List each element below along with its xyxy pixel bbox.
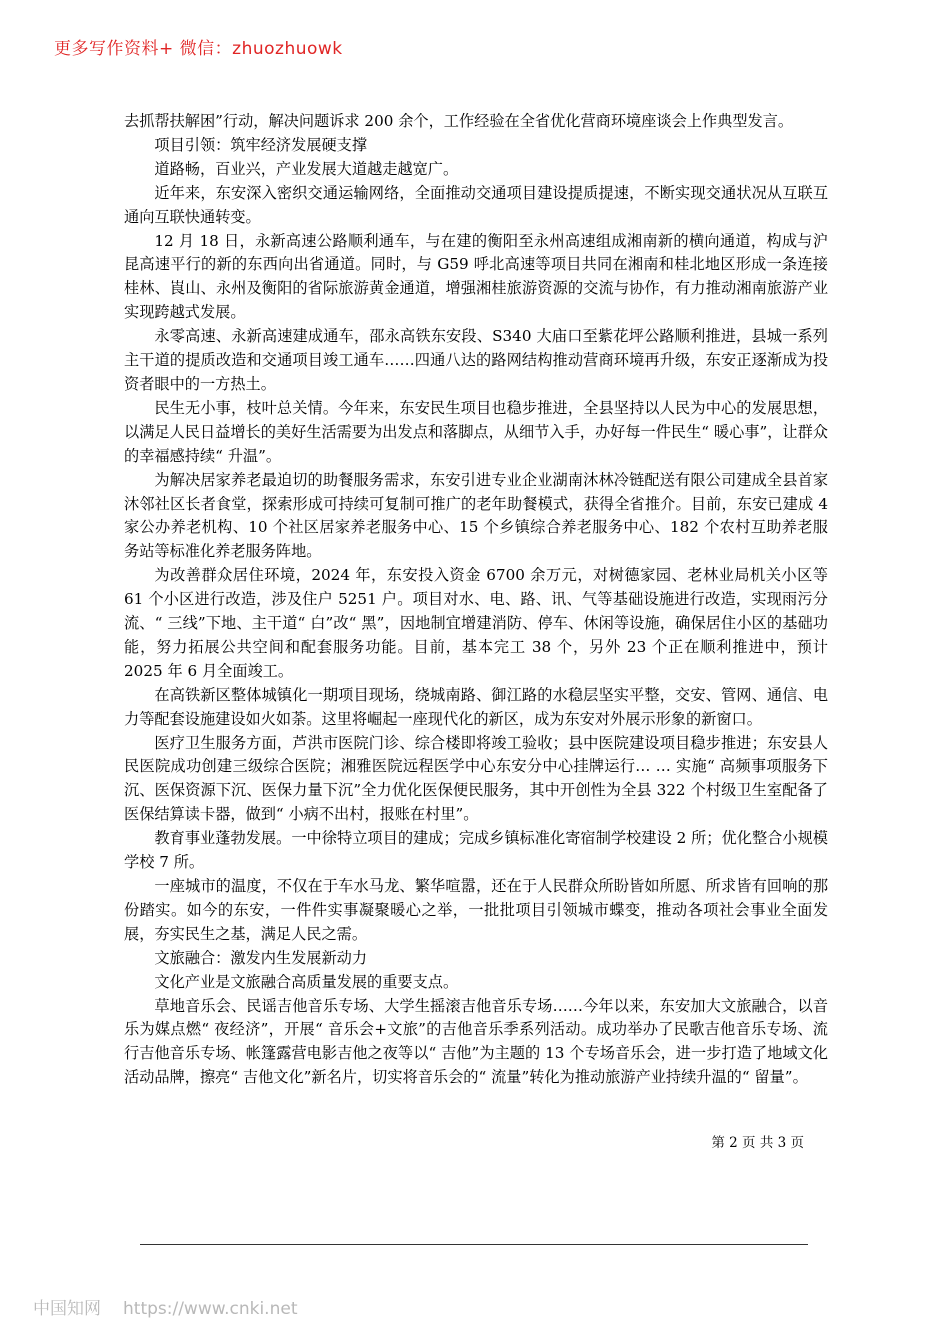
article-body (124, 110, 828, 1090)
paragraph-16: 草地音乐会、民谣吉他音乐专场、大学生摇滚吉他音乐专场……今年以来，东安加大文旅融合，以音乐为媒点燃“ 夜经济”，开展“ 音乐会+文旅”的吉他音乐季系列活动。成功举办了民歌吉他音乐专场、流行吉他音乐专场、帐篷露营电影吉他之夜等以“ 吉他”为主题的 13 个专场音乐会，进一步打造了地域文化活动品牌，擦亮“ 吉他文化”新名片，切实将音乐会的“ 流量”转化为推动旅游产业持续升温的“ 留量”。 (124, 996, 828, 1087)
paragraph-1: 去抓帮扶解困”行动，解决问题诉求 200 余个，工作经验在全省优化营商环境座谈会上作典型发言。 (124, 112, 794, 130)
paragraph-7: 民生无小事，枝叶总关情。今年来，东安民生项目也稳步推进，全县坚持以人民为中心的发展思想，以满足人民日益增长的美好生活需要为出发点和落脚点，从细节入手，办好每一件民生“ 暖心事”，让群众的幸福感持续“ 升温”。 (124, 398, 828, 465)
section-heading-project: 项目引领：筑牢经济发展硬支撑 (154, 135, 368, 154)
paragraph-9: 为改善群众居住环境，2024 年，东安投入资金 6700 余万元，对树德家园、老林业局机关小区等 61 个小区进行改造，涉及住户 5251 户。项目对水、电、路、讯、气等基础设施进行改造，实现雨污分流、“ 三线”下地、主干道“ 白”改“ 黑”，因地制宜增建消防、停车、休闲等设施，确保居住小区的基础功能，努力拓展公共空间和配套服务功能。目前，基本完工 38 个，另外 23 个正在顺利推进中，预计 2025 年 6 月全面竣工。 (124, 566, 828, 680)
section-heading-culture: 文旅融合：激发内生发展新动力 (154, 948, 368, 967)
paragraph-12: 教育事业蓬勃发展。一中徐特立项目的建成；完成乡镇标准化寄宿制学校建设 2 所；优化整合小规模学校 7 所。 (124, 829, 828, 872)
paragraph-11: 医疗卫生服务方面，芦洪市医院门诊、综合楼即将竣工验收；县中医院建设项目稳步推进；东安县人民医院成功创建三级综合医院；湘雅医院远程医学中心东安分中心挂牌运行… … 实施“ 高频事项服务下沉、医保资源下沉、医保力量下沉”全力优化医保便民服务，其中开创性为全县 322 个村级卫生室配备了医保结算读卡器，做到“ 小病不出村，报账在村里”。 (124, 733, 828, 824)
watermark-url: https://www.cnki.net (123, 1299, 298, 1319)
watermark-name: 中国知网 (33, 1299, 101, 1319)
paragraph-4: 近年来，东安深入密织交通运输网络，全面推动交通项目建设提质提速，不断实现交通状况从互联互通向互联快通转变。 (124, 183, 828, 226)
paragraph-10: 在高铁新区整体城镇化一期项目现场，绕城南路、御江路的水稳层坚实平整，交安、管网、通信、电力等配套设施建设如火如荼。这里将崛起一座现代化的新区，成为东安对外展示形象的新窗口。 (124, 685, 828, 728)
paragraph-5: 12 月 18 日，永新高速公路顺利通车，与在建的衡阳至永州高速组成湘南新的横向通道，构成与沪昆高速平行的新的东西向出省通道。同时，与 G59 呼北高速等项目共同在湘南和桂北地区形成一条连接桂林、崀山、永州及衡阳的省际旅游黄金通道，增强湘桂旅游资源的交流与协作，有力推动湘南旅游产业实现跨越式发展。 (124, 231, 828, 322)
paragraph-6: 永零高速、永新高速建成通车，邵永高铁东安段、S340 大庙口至紫花坪公路顺利推进，县城一系列主干道的提质改造和交通项目竣工通车……四通八达的路网结构推动营商环境再升级，东安正逐渐成为投资者眼中的一方热土。 (124, 327, 828, 393)
paragraph-8: 为解决居家养老最迫切的助餐服务需求，东安引进专业企业湖南沐林冷链配送有限公司建成全县首家沐邻社区长者食堂，探索形成可持续可复制可推广的老年助餐模式，获得全省推介。目前，东安已建成 4 家公办养老机构、10 个社区居家养老服务中心、15 个乡镇综合养老服务中心、182 个农村互助养老服务站等标准化养老服务阵地。 (124, 470, 828, 561)
cnki-watermark (33, 1294, 297, 1319)
promo-header: 更多写作资料+ 微信：zhuozhuowk (54, 39, 343, 59)
footer-divider (140, 1244, 808, 1245)
paragraph-13: 一座城市的温度，不仅在于车水马龙、繁华喧嚣，还在于人民群众所盼皆如所愿、所求皆有回响的那份踏实。如今的东安，一件件实事凝聚暖心之举，一批批项目引领城市蝶变，推动各项社会事业全面发展，夯实民生之基，满足人民之需。 (124, 877, 828, 943)
paragraph-3: 道路畅，百业兴，产业发展大道越走越宽广。 (154, 159, 459, 178)
page-indicator: 第 2 页 共 3 页 (711, 1135, 804, 1151)
paragraph-15: 文化产业是文旅融合高质量发展的重要支点。 (154, 972, 459, 991)
